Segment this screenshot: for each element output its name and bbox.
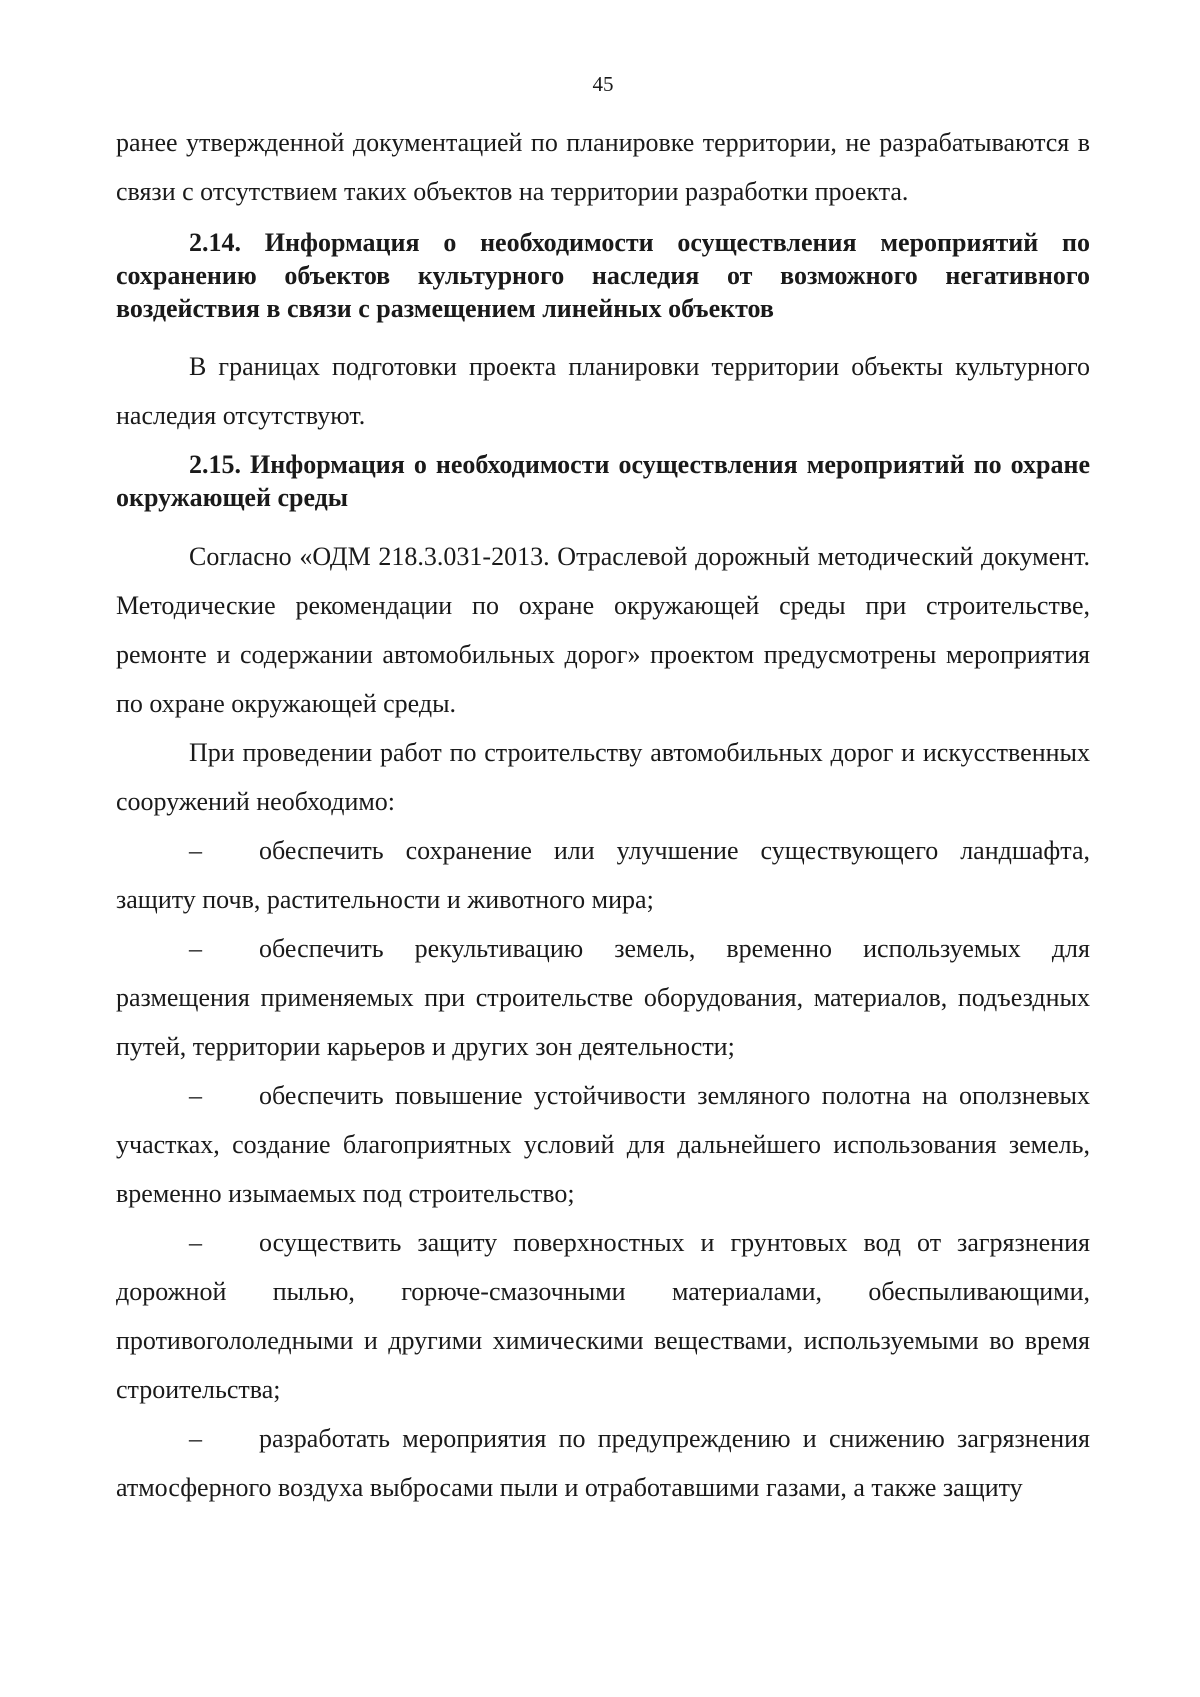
dash-marker: – [189, 1424, 202, 1453]
dash-marker: – [189, 934, 202, 963]
list-item-text: обеспечить повышение устойчивости земляного полотна на оползневых участках, создание благоприятных условий для дальнейшего использования земель, временно изымаемых под строительство; [116, 1081, 1090, 1208]
paragraph-requirements-intro: При проведении работ по строительству автомобильных дорог и искусственных сооружений необходимо: [116, 738, 1090, 816]
list-item-text: осуществить защиту поверхностных и грунтовых вод от загрязнения дорожной пылью, горюче-смазочными материалами, обеспыливающими, противогололедными и другими химическими веществами, используемыми во время строительства; [116, 1228, 1090, 1404]
list-item [116, 1218, 1090, 1414]
list-item-text: разработать мероприятия по предупреждению и снижению загрязнения атмосферного воздуха выбросами пыли и отработавшими газами, а также защиту [116, 1424, 1090, 1502]
paragraph-continuation: ранее утвержденной документацией по планировке территории, не разрабатываются в связи с отсутствием таких объектов на территории разработки проекта. [116, 128, 1090, 206]
dash-marker: – [189, 1081, 202, 1110]
page-content [116, 118, 1090, 1512]
page-number: 45 [592, 72, 614, 96]
list-item [116, 1071, 1090, 1218]
paragraph-odm-reference: Согласно «ОДМ 218.3.031-2013. Отраслевой дорожный методический документ. Методические рекомендации по охране окружающей среды при строительстве, ремонте и содержании автомобильных дорог» проектом предусмотрены мероприятия по охране окружающей среды. [116, 542, 1090, 718]
list-item-text: обеспечить сохранение или улучшение существующего ландшафта, защиту почв, растительности и животного мира; [116, 836, 1090, 914]
dash-marker: – [189, 836, 202, 865]
list-item [116, 924, 1090, 1071]
paragraph-cultural-heritage: В границах подготовки проекта планировки территории объекты культурного наследия отсутствуют. [116, 352, 1090, 430]
list-item-text: обеспечить рекультивацию земель, временно используемых для размещения применяемых при строительстве оборудования, материалов, подъездных путей, территории карьеров и других зон деятельности; [116, 934, 1090, 1061]
section-heading-2-15: 2.15. Информация о необходимости осуществления мероприятий по охране окружающей среды [116, 450, 1090, 512]
section-heading-2-14: 2.14. Информация о необходимости осуществления мероприятий по сохранению объектов культурного наследия от возможного негативного воздействия в связи с размещением линейных объектов [116, 228, 1090, 323]
list-item [116, 1414, 1090, 1512]
dash-marker: – [189, 1228, 202, 1257]
list-item [116, 826, 1090, 924]
